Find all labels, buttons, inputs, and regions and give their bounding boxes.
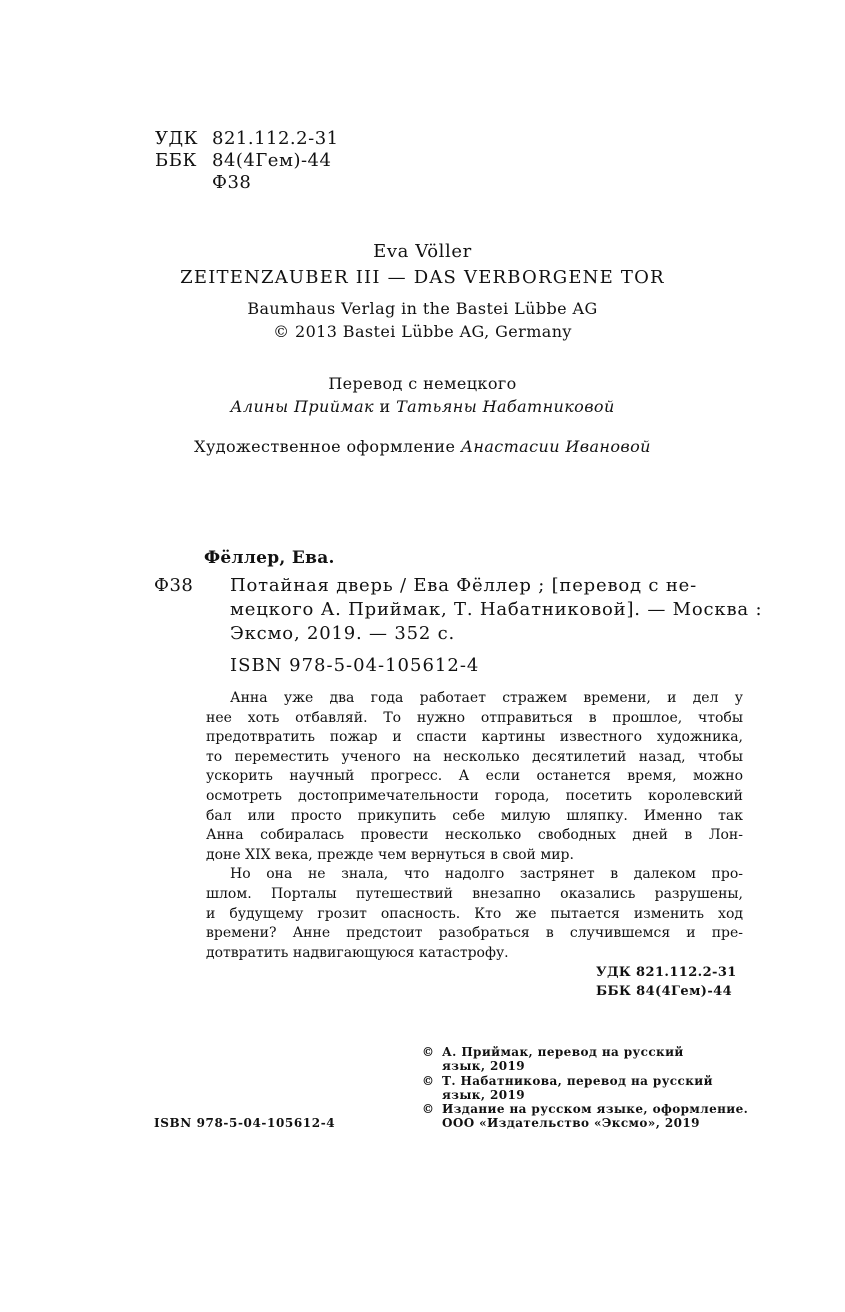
bib-line: Потайная дверь / Ева Фёллер ; [перевод с не- (230, 575, 697, 596)
udk-label: УДК (155, 128, 199, 149)
art-label: Художественное оформление (194, 437, 456, 456)
bib-author: Фёллер, Ева. (204, 548, 335, 568)
bottom-bbk: ББК 84(4Гем)-44 (596, 984, 733, 999)
copyright-line: Издание на русском языке, оформление. (442, 1102, 749, 1116)
translators (0, 397, 845, 416)
annotation-line: доне XIX века, прежде чем вернуться в свой мир. (206, 846, 574, 863)
annotation-line: и будущему грозит опасность. Кто же пытается изменить ход (206, 905, 743, 922)
art-credit (0, 437, 845, 456)
annotation-line: дотвратить надвигающуюся катастрофу. (206, 944, 509, 961)
bib-line: Эксмо, 2019. — 352 с. (230, 623, 456, 644)
copyright-translator-2 (422, 1074, 752, 1102)
copyright-line: Т. Набатникова, перевод на русский (442, 1074, 713, 1088)
copyright-edition (422, 1102, 752, 1130)
isbn-bottom: ISBN 978-5-04-105612-4 (154, 1116, 336, 1130)
annotation-line: бал или просто прикупить себе милую шляпку. Именно так (206, 807, 743, 824)
translator-2: Татьяны Набатниковой (396, 397, 615, 416)
annotation-line: шлом. Порталы путешествий внезапно оказались разрушены, (206, 885, 743, 902)
bib-line: мецкого А. Приймак, Т. Набатниковой]. — Москва : (230, 599, 763, 620)
bib-isbn: ISBN 978-5-04-105612-4 (230, 655, 480, 676)
copyright-line: язык, 2019 (442, 1088, 525, 1102)
annotation-line: Но она не знала, что надолго застрянет в далеком про- (230, 866, 743, 883)
bbk-value: 84(4Гем)-44 (212, 150, 332, 171)
copyright-translator-1 (422, 1045, 752, 1073)
annotation-line: Анна собиралась провести несколько свободных дней в Лон- (206, 827, 743, 844)
original-author: Eva Völler (373, 241, 472, 262)
annotation-line: нее хоть отбавляй. То нужно отправиться в прошлое, чтобы (206, 709, 743, 726)
artist-name: Анастасии Ивановой (460, 437, 651, 456)
copyright-line: А. Приймак, перевод на русский (442, 1045, 684, 1059)
copyright-icon: © (422, 1102, 435, 1116)
copyright-line: ООО «Издательство «Эксмо», 2019 (442, 1116, 700, 1130)
bib-code: Ф38 (154, 575, 194, 596)
bottom-udk: УДК 821.112.2-31 (596, 965, 737, 980)
udk-value: 821.112.2-31 (212, 128, 339, 149)
original-title: ZEITENZAUBER III — DAS VERBORGENE TOR (180, 267, 665, 288)
translation-heading: Перевод с немецкого (328, 374, 517, 393)
copyright-line: язык, 2019 (442, 1059, 525, 1073)
annotation (206, 689, 743, 963)
copyright-icon: © (422, 1074, 435, 1088)
translator-1: Алины Приймак (230, 397, 374, 416)
annotation-line: то переместить ученого на несколько десятилетий назад, чтобы (206, 748, 743, 765)
annotation-line: Анна уже два года работает стражем времени, и дел у (230, 690, 743, 706)
translators-conjunction: и (379, 397, 391, 416)
original-copyright: © 2013 Bastei Lübbe AG, Germany (273, 322, 572, 341)
bbk-label: ББК (155, 150, 197, 171)
classification-block (0, 128, 845, 194)
original-publisher: Baumhaus Verlag in the Bastei Lübbe AG (247, 299, 598, 318)
annotation-line: предотвратить пожар и спасти картины известного художника, (206, 729, 743, 746)
author-code: Ф38 (212, 172, 252, 193)
copyright-icon: © (422, 1045, 435, 1059)
annotation-line: времени? Анне предстоит разобраться в случившемся и пре- (206, 925, 743, 942)
annotation-line: ускорить научный прогресс. А если останется время, можно (206, 768, 743, 785)
annotation-line: осмотреть достопримечательности города, посетить королевский (206, 787, 743, 804)
